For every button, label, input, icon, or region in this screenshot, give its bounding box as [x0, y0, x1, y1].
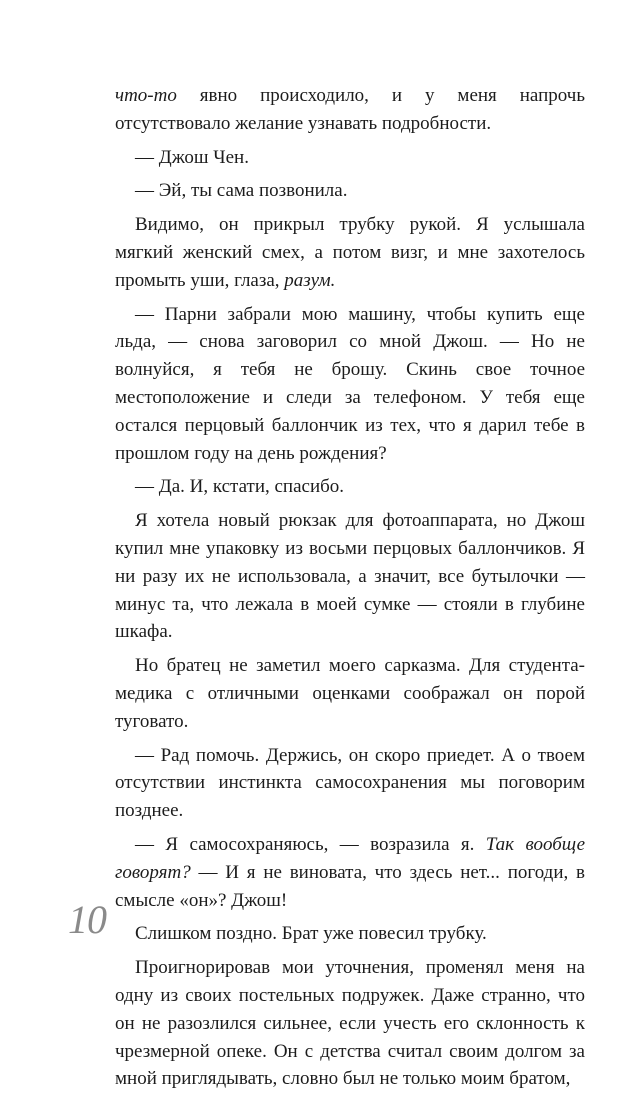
paragraph-text: — Я самосохраняюсь, — возразила я. — [135, 833, 486, 855]
paragraph — [115, 954, 585, 1093]
paragraph — [115, 920, 585, 948]
paragraph — [115, 177, 585, 205]
paragraph — [115, 507, 585, 646]
paragraph — [115, 473, 585, 501]
paragraph — [115, 652, 585, 735]
paragraph-text: явно происходило, и у меня напрочь отсутствовало желание узнавать подробности. — [115, 85, 585, 134]
paragraph-text: Я хотела новый рюкзак для фотоаппарата, но Джош купил мне упаковку из восьми перцовых баллончиков. Я ни разу их не использовала, а значит, все бутылочки — минус та, что лежала в моей сумке — стояли в глубине шкафа. — [115, 510, 585, 643]
paragraph — [115, 144, 585, 172]
paragraph-text: — Рад помочь. Держись, он скоро приедет. А о твоем отсутствии инстинкта самосохранения мы поговорим позднее. — [115, 744, 585, 822]
paragraph — [115, 211, 585, 294]
paragraph-text: — Парни забрали мою машину, чтобы купить еще льда, — снова заговорил со мной Джош. — Но не волнуйся, я тебя не брошу. Скинь свое точное местоположение и следи за телефоном. У тебя еще остался перцовый баллончик из тех, что я дарил тебе в прошлом году на день рождения? — [115, 303, 585, 464]
paragraph-text: Слишком поздно. Брат уже повесил трубку. — [135, 923, 487, 945]
paragraph-text: — Эй, ты сама позвонила. — [135, 180, 348, 202]
paragraph-text: — Джош Чен. — [135, 146, 249, 168]
paragraph-text: Проигнорировав мои уточнения, променял меня на одну из своих постельных подружек. Даже странно, что он не разозлился сильнее, если учесть его склонность к чрезмерной опеке. Он с детства считал своим долгом за мной приглядывать, словно был не только моим братом, — [115, 957, 585, 1090]
paragraph-text: — И я не виновата, что здесь нет... погоди, в смысле «он»? Джош! — [115, 861, 585, 911]
italic-phrase: что-то — [115, 85, 177, 106]
paragraph — [115, 301, 585, 468]
page-number: 10 — [68, 897, 106, 942]
paragraph — [115, 831, 585, 914]
paragraph-text: Видимо, он прикрыл трубку рукой. Я услышала мягкий женский смех, а потом визг, и мне захотелось промыть уши, глаза, — [115, 214, 585, 291]
paragraph — [115, 742, 585, 825]
paragraph-text: — Да. И, кстати, спасибо. — [135, 476, 345, 498]
paragraph-text: Но братец не заметил моего сарказма. Для студента-медика с отличными оценками соображал он порой туговато. — [115, 655, 585, 732]
italic-phrase: Так вообще говорят? — [115, 833, 586, 883]
body-text — [115, 82, 585, 1099]
paragraph — [115, 82, 585, 138]
italic-phrase: разум. — [284, 269, 336, 291]
